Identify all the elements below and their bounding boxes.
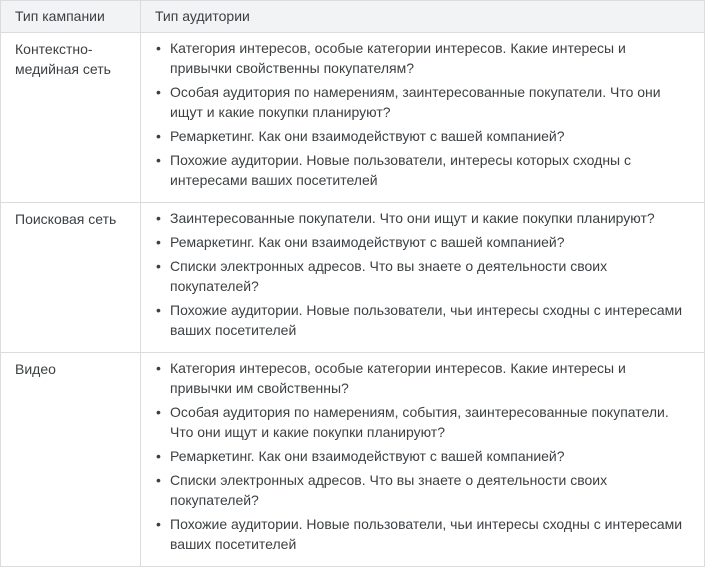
table-row xyxy=(1,33,705,203)
bullet-icon: • xyxy=(156,472,161,488)
bullet-icon: • xyxy=(156,404,161,420)
table-row xyxy=(1,353,705,567)
audience-text: Списки электронных адресов. Что вы знаете о деятельности своих покупателей? xyxy=(170,472,608,508)
audience-text: Ремаркетинг. Как они взаимодействуют с вашей компанией? xyxy=(170,128,565,144)
audience-text: Похожие аудитории. Новые пользователи, интересы которых сходны с интересами ваших посетителей xyxy=(170,152,632,188)
bullet-icon: • xyxy=(156,258,161,274)
audience-cell xyxy=(141,33,705,203)
list-item xyxy=(155,126,690,146)
audience-text: Категория интересов, особые категории интересов. Какие интересы и привычки им свойственны? xyxy=(170,360,626,396)
audience-cell xyxy=(141,353,705,567)
bullet-icon: • xyxy=(156,302,161,318)
list-item xyxy=(155,38,690,78)
audience-text: Заинтересованные покупатели. Что они ищут и какие покупки планируют? xyxy=(170,210,655,226)
campaign-type-cell: Контекстно-медийная сеть xyxy=(1,33,141,203)
list-item xyxy=(155,232,690,252)
audience-text: Особая аудитория по намерениям, заинтересованные покупатели. Что они ищут и какие покупки планируют? xyxy=(170,84,661,120)
header-audience-type: Тип аудитории xyxy=(141,1,705,33)
list-item xyxy=(155,82,690,122)
audience-text: Ремаркетинг. Как они взаимодействуют с вашей компанией? xyxy=(170,234,565,250)
bullet-icon: • xyxy=(156,448,161,464)
bullet-icon: • xyxy=(156,234,161,250)
audience-text: Похожие аудитории. Новые пользователи, чьи интересы сходны с интересами ваших посетителей xyxy=(170,516,683,552)
table-row xyxy=(1,203,705,353)
audience-list xyxy=(155,38,690,190)
list-item xyxy=(155,256,690,296)
list-item xyxy=(155,208,690,228)
bullet-icon: • xyxy=(156,516,161,532)
bullet-icon: • xyxy=(156,210,161,226)
audience-text: Особая аудитория по намерениям, события, заинтересованные покупатели. Что они ищут и какие покупки планируют? xyxy=(170,404,669,440)
audience-text: Категория интересов, особые категории интересов. Какие интересы и привычки свойственны покупателям? xyxy=(170,40,626,76)
bullet-icon: • xyxy=(156,40,161,56)
campaign-type-cell: Видео xyxy=(1,353,141,567)
list-item xyxy=(155,300,690,340)
campaign-type-cell: Поисковая сеть xyxy=(1,203,141,353)
table-header-row xyxy=(1,1,705,33)
audience-text: Похожие аудитории. Новые пользователи, чьи интересы сходны с интересами ваших посетителей xyxy=(170,302,683,338)
bullet-icon: • xyxy=(156,84,161,100)
header-campaign-type: Тип кампании xyxy=(1,1,141,33)
list-item xyxy=(155,402,690,442)
list-item xyxy=(155,514,690,554)
audience-text: Списки электронных адресов. Что вы знаете о деятельности своих покупателей? xyxy=(170,258,608,294)
list-item xyxy=(155,470,690,510)
bullet-icon: • xyxy=(156,152,161,168)
audience-list xyxy=(155,358,690,554)
list-item xyxy=(155,358,690,398)
audience-text: Ремаркетинг. Как они взаимодействуют с вашей компанией? xyxy=(170,448,565,464)
audience-cell xyxy=(141,203,705,353)
list-item xyxy=(155,150,690,190)
bullet-icon: • xyxy=(156,128,161,144)
audience-list xyxy=(155,208,690,340)
list-item xyxy=(155,446,690,466)
bullet-icon: • xyxy=(156,360,161,376)
